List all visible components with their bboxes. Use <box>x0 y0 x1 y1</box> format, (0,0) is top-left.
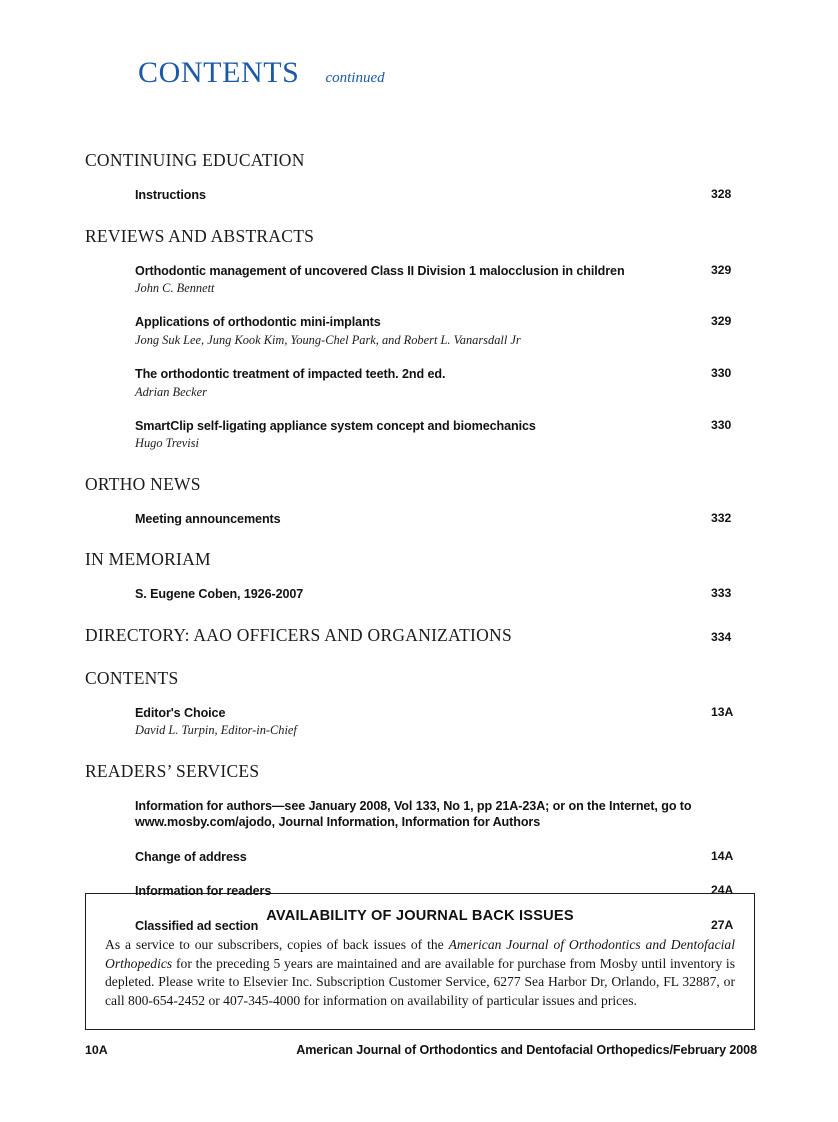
entry-spacer <box>135 348 757 366</box>
continued-label: continued <box>325 70 385 86</box>
section-spacer <box>85 739 757 761</box>
back-issues-body-part1: As a service to our subscribers, copies of back issues of the <box>105 937 449 952</box>
heading-spacer <box>85 570 757 586</box>
back-issues-box <box>85 893 755 1030</box>
entry-list <box>135 586 757 603</box>
table-of-contents <box>85 150 757 935</box>
toc-entry[interactable] <box>135 849 757 866</box>
entry-title: Classified ad section <box>135 918 259 933</box>
page-title: CONTENTS <box>138 56 300 89</box>
toc-section <box>85 150 757 204</box>
entry-title: SmartClip self-ligating appliance system concept and biomechanics <box>135 418 536 433</box>
entry-text <box>135 418 707 452</box>
entry-spacer <box>135 296 757 314</box>
section-page-number: 334 <box>711 629 732 644</box>
entry-spacer <box>135 400 757 418</box>
section-heading-row <box>85 549 757 570</box>
section-heading: CONTINUING EDUCATION <box>85 150 305 170</box>
entry-title: Instructions <box>135 188 206 202</box>
toc-section <box>85 549 757 603</box>
entry-list <box>135 263 757 452</box>
entry-title: Information for readers <box>135 884 272 899</box>
entry-title: Applications of orthodontic mini-implants <box>135 315 381 330</box>
heading-spacer <box>85 689 757 705</box>
entry-title: Orthodontic management of uncovered Class II Division 1 malocclusion in children <box>135 263 625 278</box>
entry-text <box>135 187 707 204</box>
section-heading-row <box>85 150 757 171</box>
toc-entry[interactable] <box>135 314 757 348</box>
toc-entry[interactable] <box>135 263 757 297</box>
entry-page-number: 329 <box>711 262 732 277</box>
section-heading-row <box>85 625 757 646</box>
section-heading: CONTENTS <box>85 667 179 688</box>
entry-text <box>135 705 707 739</box>
toc-section <box>85 474 757 528</box>
entry-page-number: 332 <box>711 510 732 525</box>
toc-section <box>85 625 757 646</box>
entry-text <box>135 511 707 528</box>
entry-page-number: 329 <box>711 314 732 329</box>
entry-title: Meeting announcements <box>135 511 281 526</box>
journal-name-italic: American Journal of Orthodontics and Dentofacial Orthopedics <box>105 937 735 971</box>
entry-text <box>135 263 707 297</box>
section-heading-row <box>85 761 757 782</box>
toc-section <box>85 226 757 452</box>
section-heading: IN MEMORIAM <box>85 549 211 570</box>
entry-list <box>135 511 757 528</box>
entry-page-number: 328 <box>711 187 732 201</box>
entry-page-number: 330 <box>711 366 732 381</box>
section-heading: ORTHO NEWS <box>85 473 201 494</box>
heading-spacer <box>85 495 757 511</box>
toc-entry[interactable] <box>135 705 757 739</box>
toc-entry[interactable] <box>135 586 757 603</box>
section-spacer <box>85 527 757 549</box>
toc-entry[interactable] <box>135 366 757 400</box>
section-spacer <box>85 603 757 625</box>
heading-spacer <box>85 171 757 187</box>
entry-page-number: 330 <box>711 417 732 432</box>
toc-section <box>85 668 757 739</box>
entry-title: The orthodontic treatment of impacted teeth. 2nd ed. <box>135 367 446 382</box>
section-spacer <box>85 646 757 668</box>
heading-spacer <box>85 247 757 263</box>
entry-authors: Adrian Becker <box>135 384 207 399</box>
entry-page-number: 14A <box>711 848 734 863</box>
section-heading: DIRECTORY: AAO OFFICERS AND ORGANIZATIONS <box>85 624 512 645</box>
back-issues-title: AVAILABILITY OF JOURNAL BACK ISSUES <box>266 908 574 924</box>
section-heading-row <box>85 226 757 247</box>
section-heading-row <box>85 474 757 495</box>
toc-entry[interactable] <box>135 418 757 452</box>
section-heading: READERS’ SERVICES <box>85 760 260 781</box>
entry-text <box>135 586 707 603</box>
entry-list <box>135 705 757 739</box>
entry-page-number: 13A <box>711 704 734 719</box>
toc-entry[interactable] <box>135 187 757 204</box>
footer-folio: 10A <box>85 1043 108 1057</box>
entry-page-number: 27A <box>711 917 734 932</box>
heading-spacer <box>85 782 757 798</box>
entry-authors: Jong Suk Lee, Jung Kook Kim, Young-Chel Park, and Robert L. Vanarsdall Jr <box>135 332 521 347</box>
footer-journal-line: American Journal of Orthodontics and Dentofacial Orthopedics/February 2008 <box>296 1043 757 1057</box>
entry-page-number: 24A <box>711 883 734 898</box>
section-spacer <box>85 204 757 226</box>
entry-title: S. Eugene Coben, 1926-2007 <box>135 587 304 602</box>
entry-spacer <box>135 831 757 849</box>
entry-authors: Hugo Trevisi <box>135 436 199 451</box>
toc-entry[interactable] <box>135 798 757 831</box>
entry-title: Editor's Choice <box>135 705 226 720</box>
entry-title: Information for authors—see January 2008, Vol 133, No 1, pp 21A-23A; or on the Internet, go to www.mosby.com/ajodo, Journal Information, Information for Authors <box>135 798 692 830</box>
entry-spacer <box>135 865 757 883</box>
section-heading-row <box>85 668 757 689</box>
entry-page-number: 333 <box>711 586 732 601</box>
entry-text <box>135 849 707 866</box>
section-heading: REVIEWS AND ABSTRACTS <box>85 225 315 246</box>
masthead <box>138 56 385 90</box>
page-footer <box>85 1043 757 1057</box>
section-spacer <box>85 452 757 474</box>
entry-text <box>135 314 707 348</box>
entry-authors: David L. Turpin, Editor-in-Chief <box>135 723 297 738</box>
entry-list <box>135 187 757 204</box>
entry-authors: John C. Bennett <box>135 281 215 296</box>
back-issues-body <box>105 936 735 1010</box>
back-issues-body-part2: for the preceding 5 years are maintained and are available for purchase from Mosby until inventory is depleted. Please write to Elsevier Inc. Subscription Customer Service, 6277 Sea Harbor Dr, Orlando, FL 32887, or call 800-654-2452 or 407-345-4000 for information on availability of particular issues and prices. <box>105 955 735 1008</box>
toc-entry[interactable] <box>135 511 757 528</box>
entry-title: Change of address <box>135 849 247 864</box>
entry-text <box>135 798 707 831</box>
entry-text <box>135 366 707 400</box>
